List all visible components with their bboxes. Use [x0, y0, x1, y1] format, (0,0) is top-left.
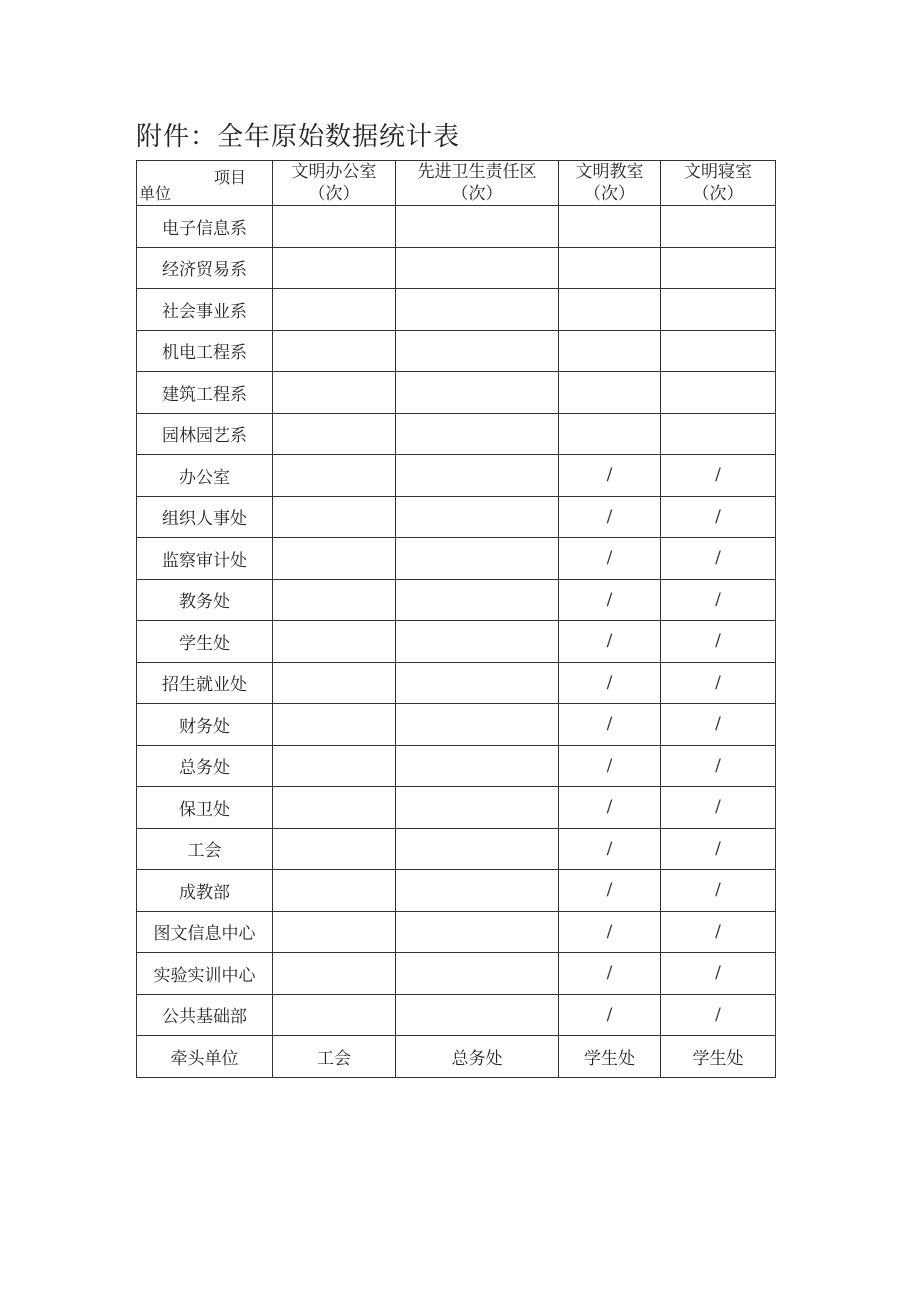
unit-cell: 图文信息中心: [137, 911, 273, 953]
unit-cell: 成教部: [137, 870, 273, 912]
data-cell[interactable]: /: [661, 828, 776, 870]
data-cell[interactable]: [661, 413, 776, 455]
data-cell[interactable]: /: [559, 870, 661, 912]
unit-cell: 公共基础部: [137, 994, 273, 1036]
lead-cell: 学生处: [559, 1036, 661, 1078]
data-cell[interactable]: [273, 579, 396, 621]
data-cell[interactable]: [273, 994, 396, 1036]
unit-cell: 工会: [137, 828, 273, 870]
data-cell[interactable]: /: [661, 704, 776, 746]
data-cell[interactable]: /: [559, 994, 661, 1036]
data-cell[interactable]: [661, 247, 776, 289]
table-row: [137, 372, 776, 414]
col-header-line2: （次）: [692, 184, 744, 204]
unit-cell: 学生处: [137, 621, 273, 663]
data-cell[interactable]: [273, 828, 396, 870]
data-cell[interactable]: [273, 953, 396, 995]
table-row: [137, 413, 776, 455]
data-cell[interactable]: [273, 330, 396, 372]
data-cell[interactable]: [559, 330, 661, 372]
lead-row: [137, 1036, 776, 1078]
unit-cell: 招生就业处: [137, 662, 273, 704]
unit-cell: 财务处: [137, 704, 273, 746]
col-header-line1: 文明寝室: [684, 162, 752, 182]
unit-cell: 园林园艺系: [137, 413, 273, 455]
unit-cell: 电子信息系: [137, 206, 273, 248]
col-header-line1: 先进卫生责任区: [417, 162, 537, 182]
data-cell[interactable]: [396, 953, 559, 995]
data-cell[interactable]: [396, 538, 559, 580]
data-cell[interactable]: [396, 911, 559, 953]
table-row: [137, 787, 776, 829]
data-cell[interactable]: [273, 538, 396, 580]
unit-cell: 经济贸易系: [137, 247, 273, 289]
data-cell[interactable]: /: [661, 662, 776, 704]
data-cell[interactable]: /: [559, 911, 661, 953]
table-row: [137, 870, 776, 912]
unit-cell: 监察审计处: [137, 538, 273, 580]
lead-cell: 总务处: [396, 1036, 559, 1078]
data-cell[interactable]: [273, 787, 396, 829]
unit-cell: 建筑工程系: [137, 372, 273, 414]
data-cell[interactable]: /: [559, 704, 661, 746]
data-cell[interactable]: /: [559, 621, 661, 663]
data-cell[interactable]: /: [661, 911, 776, 953]
unit-cell: 机电工程系: [137, 330, 273, 372]
data-cell[interactable]: /: [661, 538, 776, 580]
data-cell[interactable]: [396, 787, 559, 829]
table-row: [137, 621, 776, 663]
data-cell[interactable]: [396, 206, 559, 248]
data-cell[interactable]: [273, 870, 396, 912]
data-cell[interactable]: [396, 870, 559, 912]
data-cell[interactable]: [661, 289, 776, 331]
data-cell[interactable]: [273, 413, 396, 455]
table-row: [137, 953, 776, 995]
col-header-line2: （次）: [584, 184, 635, 204]
data-cell[interactable]: [273, 289, 396, 331]
data-cell[interactable]: [396, 579, 559, 621]
page-title: 附件：全年原始数据统计表: [136, 122, 461, 152]
col-header-office: [273, 161, 396, 206]
col-header-line1: 文明办公室: [291, 162, 377, 182]
data-cell[interactable]: [273, 911, 396, 953]
col-header-classroom: [559, 161, 661, 206]
table-row: [137, 828, 776, 870]
data-cell[interactable]: [559, 247, 661, 289]
corner-bottom-label: 单位: [139, 184, 172, 203]
table-row: [137, 704, 776, 746]
unit-cell: 办公室: [137, 455, 273, 497]
data-cell[interactable]: [273, 496, 396, 538]
table-row: [137, 911, 776, 953]
data-cell[interactable]: [396, 994, 559, 1036]
col-header-dorm: [661, 161, 776, 206]
col-header-line2: （次）: [308, 184, 360, 204]
table-row: [137, 538, 776, 580]
data-cell[interactable]: [559, 289, 661, 331]
data-cell[interactable]: [559, 413, 661, 455]
data-cell[interactable]: [273, 745, 396, 787]
data-cell[interactable]: [273, 206, 396, 248]
data-cell[interactable]: [559, 206, 661, 248]
data-cell[interactable]: /: [661, 621, 776, 663]
data-cell[interactable]: /: [661, 496, 776, 538]
table-row: [137, 745, 776, 787]
data-cell[interactable]: [661, 330, 776, 372]
unit-cell: 保卫处: [137, 787, 273, 829]
data-cell[interactable]: [661, 206, 776, 248]
lead-cell: 学生处: [661, 1036, 776, 1078]
corner-cell: [137, 161, 273, 206]
data-cell[interactable]: [396, 330, 559, 372]
data-cell[interactable]: /: [559, 662, 661, 704]
data-cell[interactable]: /: [559, 828, 661, 870]
stats-table: [136, 160, 776, 1078]
data-cell[interactable]: /: [559, 455, 661, 497]
unit-cell: 教务处: [137, 579, 273, 621]
data-cell[interactable]: [396, 496, 559, 538]
table-row: [137, 289, 776, 331]
data-cell[interactable]: /: [559, 538, 661, 580]
data-cell[interactable]: /: [559, 496, 661, 538]
data-cell[interactable]: [273, 455, 396, 497]
col-header-line2: （次）: [451, 184, 503, 204]
data-cell[interactable]: [273, 704, 396, 746]
data-cell[interactable]: /: [559, 787, 661, 829]
lead-cell: 工会: [273, 1036, 396, 1078]
table-row: [137, 662, 776, 704]
table-row: [137, 994, 776, 1036]
data-cell[interactable]: [396, 247, 559, 289]
data-cell[interactable]: [273, 247, 396, 289]
table-row: [137, 455, 776, 497]
corner-top-label: 项目: [213, 168, 246, 187]
unit-cell: 总务处: [137, 745, 273, 787]
table-row: [137, 496, 776, 538]
data-cell[interactable]: [661, 372, 776, 414]
data-cell[interactable]: [396, 662, 559, 704]
header-row: [137, 161, 776, 206]
data-cell[interactable]: [396, 372, 559, 414]
data-cell[interactable]: [273, 372, 396, 414]
data-cell[interactable]: /: [559, 745, 661, 787]
data-cell[interactable]: /: [661, 787, 776, 829]
data-cell[interactable]: [559, 372, 661, 414]
table-row: [137, 247, 776, 289]
unit-cell: 实验实训中心: [137, 953, 273, 995]
data-cell[interactable]: /: [661, 994, 776, 1036]
data-cell[interactable]: [396, 413, 559, 455]
unit-cell: 组织人事处: [137, 496, 273, 538]
lead-label: 牵头单位: [137, 1036, 273, 1078]
data-cell[interactable]: [396, 828, 559, 870]
table-row: [137, 206, 776, 248]
data-cell[interactable]: [396, 704, 559, 746]
table-row: [137, 330, 776, 372]
data-cell[interactable]: /: [661, 953, 776, 995]
data-cell[interactable]: [396, 455, 559, 497]
data-cell[interactable]: /: [661, 455, 776, 497]
data-cell[interactable]: [396, 289, 559, 331]
data-cell[interactable]: [396, 621, 559, 663]
data-cell[interactable]: /: [559, 953, 661, 995]
data-cell[interactable]: /: [661, 745, 776, 787]
col-header-line1: 文明教室: [575, 162, 644, 182]
col-header-hygiene: [396, 161, 559, 206]
data-cell[interactable]: [273, 662, 396, 704]
data-cell[interactable]: [396, 745, 559, 787]
data-cell[interactable]: /: [559, 579, 661, 621]
table-row: [137, 579, 776, 621]
data-cell[interactable]: /: [661, 579, 776, 621]
unit-cell: 社会事业系: [137, 289, 273, 331]
data-cell[interactable]: /: [661, 870, 776, 912]
data-cell[interactable]: [273, 621, 396, 663]
